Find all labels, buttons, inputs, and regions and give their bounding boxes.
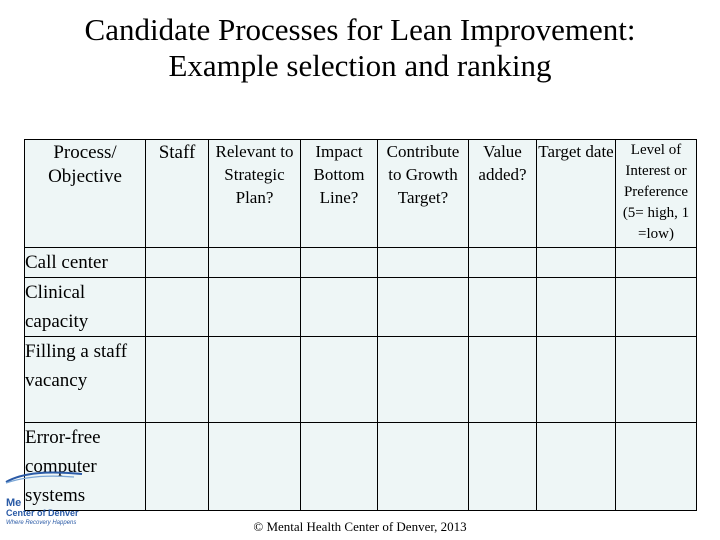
table-cell [146,248,209,278]
logo-text-line-2: Center of Denver [6,508,79,518]
slide-title [0,12,720,84]
table-cell [209,423,301,511]
table-cell [301,337,378,423]
table-row [25,278,697,337]
logo-text-line-1: Me [6,497,22,509]
table-cell [469,337,537,423]
table-cell [616,278,697,337]
table-cell [209,337,301,423]
table-cell [301,248,378,278]
header-staff: Staff [146,140,209,248]
header-impact-bottom-line: Impact Bottom Line? [301,140,378,248]
table-cell [301,278,378,337]
table-row [25,423,697,511]
header-contribute-growth-target: Contribute to Growth Target? [378,140,469,248]
row-label-filling-staff-vacancy: Filling a staff vacancy [25,337,146,423]
table-row [25,248,697,278]
copyright-footer: © Mental Health Center of Denver, 2013 [253,519,467,534]
candidate-process-table [24,139,697,511]
header-relevant-strategic-plan: Relevant to Strategic Plan? [209,140,301,248]
row-label-error-free-systems: Error-free computer systems [25,423,146,511]
title-line-2: Example selection and ranking [168,48,552,83]
table-cell [209,248,301,278]
table-cell [146,423,209,511]
table-cell [209,278,301,337]
table-cell [469,248,537,278]
header-row [25,140,697,248]
header-target-date: Target date [537,140,616,248]
table-cell [301,423,378,511]
table-cell [378,278,469,337]
table-cell [469,423,537,511]
header-value-added: Value added? [469,140,537,248]
row-label-clinical-capacity: Clinical capacity [25,278,146,337]
header-process-objective: Process/ Objective [25,140,146,248]
header-level-of-interest: Level of Interest or Preference (5= high, 1 =low) [616,140,697,248]
row-label-call-center: Call center [25,248,146,278]
table-row [25,337,697,423]
table-cell [378,423,469,511]
logo-tagline: Where Recovery Happens [6,520,77,526]
logo-swoosh-icon [4,470,84,484]
table-cell [146,337,209,423]
table-cell [537,423,616,511]
table-cell [378,248,469,278]
title-line-1: Candidate Processes for Lean Improvement: [84,12,636,47]
table-cell [378,337,469,423]
table-cell [616,423,697,511]
table-cell [469,278,537,337]
table-cell [146,278,209,337]
table-cell [616,248,697,278]
table-cell [616,337,697,423]
table-cell [537,337,616,423]
table-cell [537,278,616,337]
table-cell [537,248,616,278]
